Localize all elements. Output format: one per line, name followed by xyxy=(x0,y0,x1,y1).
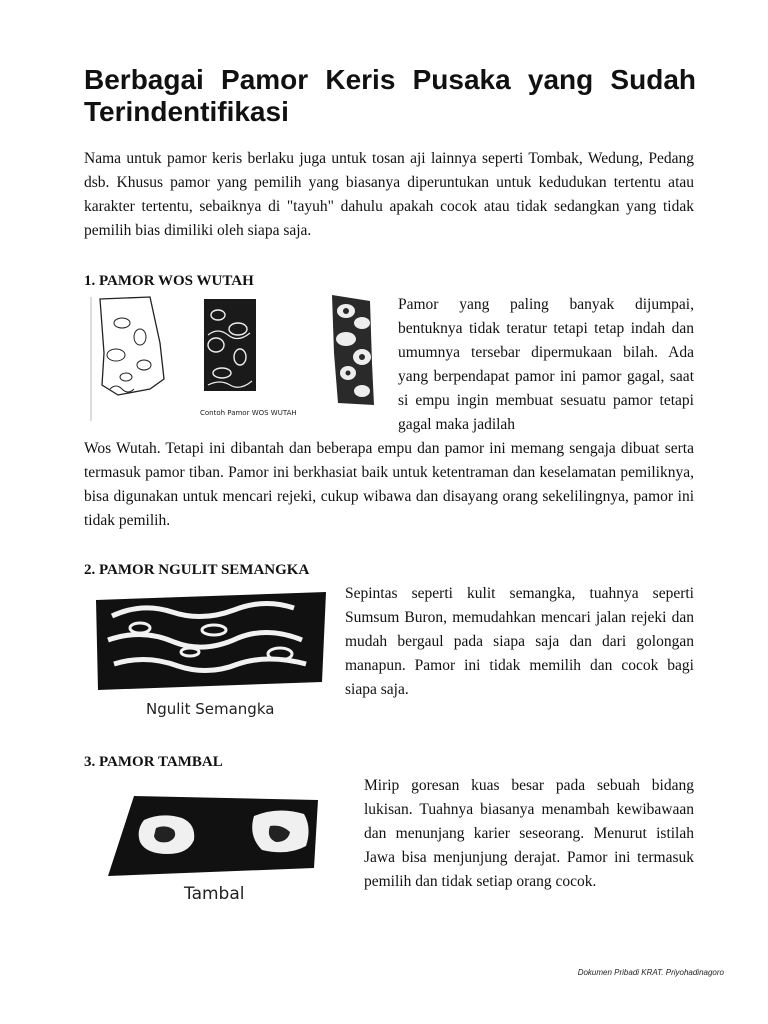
wos-wutah-full-text: Wos Wutah. Tetapi ini dibantah dan beberapa empu dan pamor ini memang sengaja dibuat serta termasuk pamor tiban. Pamor ini berkhasiat baik untuk ketentraman dan keselamatan pemiliknya, bisa digunakan untuk mencari rejeki, cukup wibawa dan disayang orang sekelilingnya, pamor ini tidak pemilih. xyxy=(84,440,694,529)
intro-paragraph: Nama untuk pamor keris berlaku juga untuk tosan aji lainnya seperti Tombak, Wedung, Pedang dsb. Khusus pamor yang pemilih yang biasanya diperuntukan untuk kedudukan tertentu atau karakter tertentu, sebaiknya di "tayuh" dahulu apakah cocok atau tidak sedangkan yang tidak pemilih bias dimiliki oleh siapa saja. xyxy=(84,150,694,239)
wos-wutah-illustration xyxy=(88,293,388,425)
footer-note: Dokumen Pribadi KRAT. Priyohadinagoro xyxy=(577,968,724,977)
section-heading-ngulit-semangka: 2. PAMOR NGULIT SEMANGKA xyxy=(84,562,310,578)
section-heading-tambal: 3. PAMOR TAMBAL xyxy=(84,754,223,770)
figure-wos-wutah xyxy=(88,293,388,425)
wos-wutah-caption: Contoh Pamor WOS WUTAH xyxy=(200,409,297,417)
ngulit-semangka-text: Sepintas seperti kulit semangka, tuahnya seperti Sumsum Buron, memudahkan mencari jalan rejeki dan mudah bergaul pada siapa saja dan dari golongan manapun. Pamor ini tidak memilih dan cocok bagi siapa saja. xyxy=(345,585,694,698)
tambal-illustration xyxy=(104,792,328,878)
ngulit-semangka-illustration xyxy=(94,586,330,694)
section-heading-wos-wutah: 1. PAMOR WOS WUTAH xyxy=(84,273,254,289)
tambal-caption: Tambal xyxy=(184,884,245,904)
tambal-text: Mirip goresan kuas besar pada sebuah bidang lukisan. Tuahnya biasanya menambah kewibawaan dan menunjang karier seseorang. Menurut istilah Jawa bisa menjunjung derajat. Pamor ini termasuk pemilih dan tidak setiap orang cocok. xyxy=(364,777,694,890)
ngulit-semangka-caption: Ngulit Semangka xyxy=(146,700,275,718)
figure-ngulit-semangka xyxy=(94,586,330,718)
wos-wutah-column-text: Pamor yang paling banyak dijumpai, bentuknya tidak teratur tetapi tetap indah dan umumnya tersebar dipermukaan bilah. Ada yang berpendapat pamor ini pamor gagal, saat si empu ingin membuat sesuatu pamor tetapi gagal maka jadilah xyxy=(398,296,694,433)
figure-tambal xyxy=(104,792,328,908)
page-title: Berbagai Pamor Keris Pusaka yang Sudah Terindentifikasi xyxy=(84,64,696,127)
